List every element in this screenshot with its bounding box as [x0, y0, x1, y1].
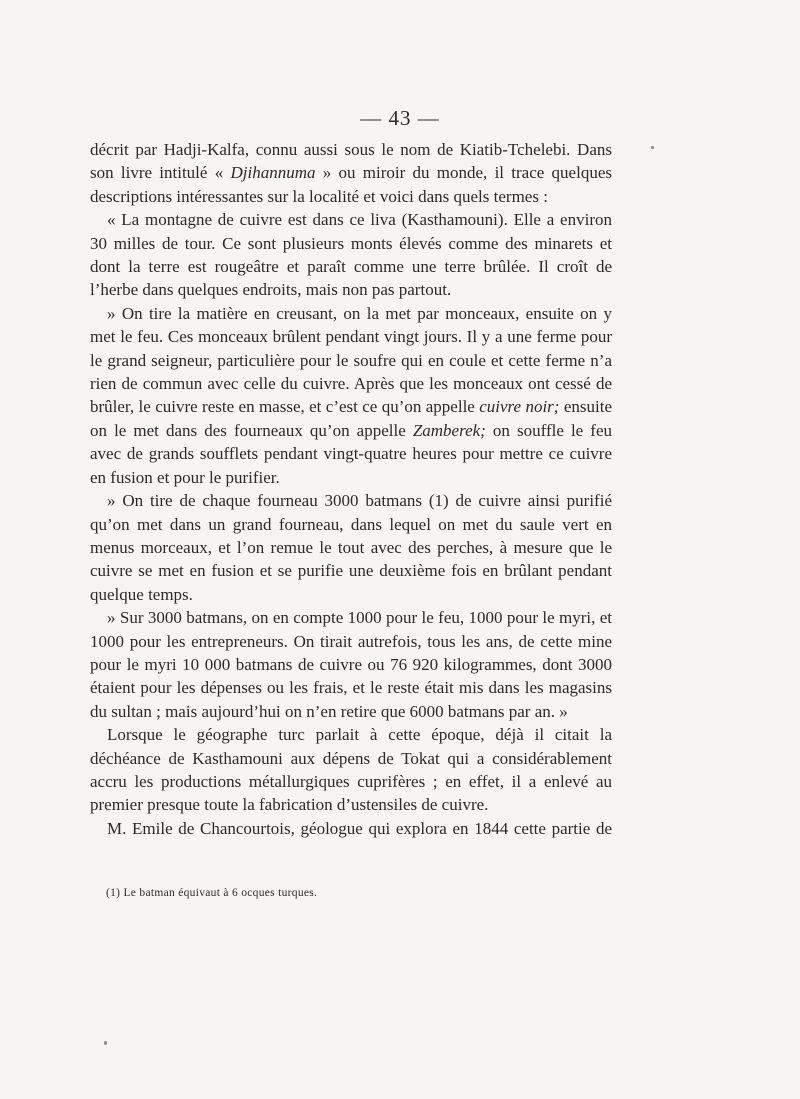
text-segment: on souffle le feu avec de grands soufflets pendant vingt-quatre heures pour mettre ce cuivre en fusion et pour le purifier.	[90, 420, 612, 487]
text-segment: » ou miroir du monde, il trace quelques descriptions intéressantes sur la localité et voici dans quels termes :	[90, 163, 612, 206]
scan-speck	[651, 146, 654, 149]
footnote: (1) Le batman équivaut à 6 ocques turques.	[106, 887, 318, 899]
text-segment: » On tire de chaque fourneau 3000 batmans (1) de cuivre ainsi purifié qu’on met dans un grand fourneau, dans lequel on met du saule vert en menus morceaux, et l’on remue le tout avec des perches, à mesure que le cuivre se met en fusion et se purifie une deuxième fois en brûlant pendant quelque temps.	[90, 491, 612, 604]
body-text	[90, 138, 612, 840]
text-segment: ensuite on le met dans des fourneaux qu’on appelle	[90, 397, 613, 440]
paragraph	[90, 489, 612, 606]
italic-term: cuivre noir;	[479, 397, 560, 417]
page-number: — 43 —	[360, 106, 440, 130]
scan-speck	[104, 1041, 107, 1045]
text-segment: décrit par Hadji-Kalfa, connu aussi sous le nom de Kiatib-Tchelebi. Dans son livre intitulé «	[90, 140, 612, 183]
text-segment: » Sur 3000 batmans, on en compte 1000 pour le feu, 1000 pour le myri, et 1000 pour les entrepreneurs. On tirait autrefois, tous les ans, de cette mine pour le myri 10 000 batmans de cuivre ou 76 920 kilogrammes, dont 3000 étaient pour les dépenses ou les frais, et le reste était mis dans les magasins du sultan ; mais aujourd’hui on n’en retire que 6000 batmans par an. »	[90, 608, 612, 721]
italic-term: Djihannuma	[230, 163, 316, 183]
paragraph	[90, 817, 612, 840]
paragraph	[90, 606, 612, 723]
text-segment: M. Emile de Chancourtois, géologue qui explora en 1844 cette partie de	[107, 818, 612, 838]
italic-term: Zamberek;	[412, 420, 486, 440]
text-segment: Lorsque le géographe turc parlait à cette époque, déjà il citait la déchéance de Kasthamouni aux dépens de Tokat qui a considérablement accru les productions métallurgiques cuprifères ; en effet, il a enlevé au premier presque toute la fabrication d’ustensiles de cuivre.	[90, 725, 612, 815]
paragraph	[90, 138, 612, 208]
paragraph	[90, 302, 612, 489]
paragraph	[90, 208, 612, 302]
text-segment: » On tire la matière en creusant, on la met par monceaux, ensuite on y met le feu. Ces monceaux brûlent pendant vingt jours. Il y a une ferme pour le grand seigneur, particulière pour le soufre qui en coule et cette ferme n’a rien de commun avec celle du cuivre. Après que les monceaux ont cessé de brûler, le cuivre reste en masse, et c’est ce qu’on appelle	[90, 303, 612, 417]
text-segment: « La montagne de cuivre est dans ce liva (Kasthamouni). Elle a environ 30 milles de tour. Ce sont plusieurs monts élevés comme des minarets et dont la terre est rougeâtre et paraît comme une terre brûlée. Il croît de l’herbe dans quelques endroits, mais non pas partout.	[90, 210, 612, 300]
paragraph	[90, 723, 612, 817]
